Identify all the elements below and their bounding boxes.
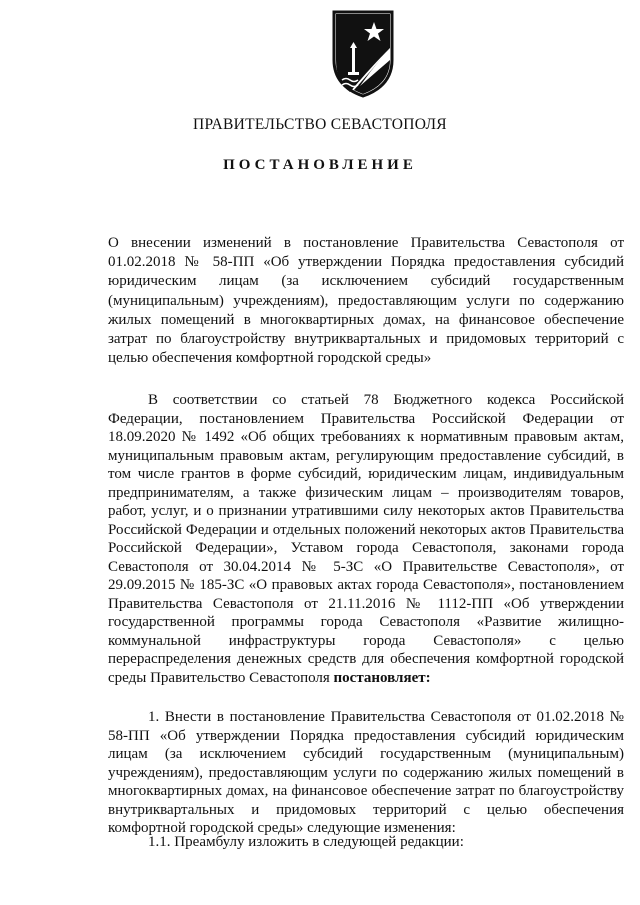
item-1-1-paragraph: 1.1. Преамбулу изложить в следующей редакции: bbox=[148, 834, 464, 850]
government-title: ПРАВИТЕЛЬСТВО СЕВАСТОПОЛЯ bbox=[193, 116, 447, 133]
document-subject: О внесении изменений в постановление Правительства Севастополя от 01.02.2018 № 58-ПП «Об утверждении Порядка предоставления субсидий юридическим лицам (за исключением субсидий государственным (муниципальным) учреждениям), предоставляющим услуги по содержанию жилых помещений в многоквартирных домах, на финансовое обеспечение затрат по благоустройству внутриквартальных и придомовых территорий с целью обеспечения комфортной городской среды» bbox=[108, 235, 624, 367]
preamble-text: В соответствии со статьей 78 Бюджетного кодекса Российской Федерации, постановлением Правительства Российской Федерации от 18.09.2020 № 1492 «Об общих требованиях к нормативным правовым актам, муниципальным правовым актам, регулирующим предоставление субсидий, в том числе грантов в форме субсидий, юридическим лицам, индивидуальным предпринимателям, а также физическим лицам – производителям товаров, работ, услуг, и о признании утратившими силу некоторых актов Правительства Российской Федерации и отдельных положений некоторых актов Правительства Российской Федерации», Уставом города Севастополя, законами города Севастополя от 30.04.2014 № 5-ЗС «О Правительстве Севастополя», от 29.09.2015 № 185-ЗС «О правовых актах города Севастополя», постановлением Правительства Севастополя от 21.11.2016 № 1112-ПП «Об утверждении государственной программы города Севастополя «Развитие жилищно-коммунальной инфраструктуры города Севастополя» с целью перераспределения денежных средств для обеспечения комфортной городской среды Правительство Севастополя bbox=[108, 392, 624, 686]
document-type-heading: ПОСТАНОВЛЕНИЕ bbox=[223, 157, 417, 173]
preamble-paragraph bbox=[108, 391, 624, 687]
resolves-word: постановляет: bbox=[333, 669, 431, 686]
item-1-paragraph: 1. Внести в постановление Правительства Севастополя от 01.02.2018 № 58-ПП «Об утверждении Порядка предоставления субсидий юридическим лицам (за исключением субсидий государственным (муниципальным) учреждениям), предоставляющим услуги по содержанию жилых помещений в многоквартирных домах, на финансовое обеспечение затрат по благоустройству внутриквартальных и придомовых территорий с целью обеспечения комфортной городской среды» следующие изменения: bbox=[108, 709, 624, 836]
sevastopol-coat-of-arms-icon bbox=[330, 8, 396, 98]
